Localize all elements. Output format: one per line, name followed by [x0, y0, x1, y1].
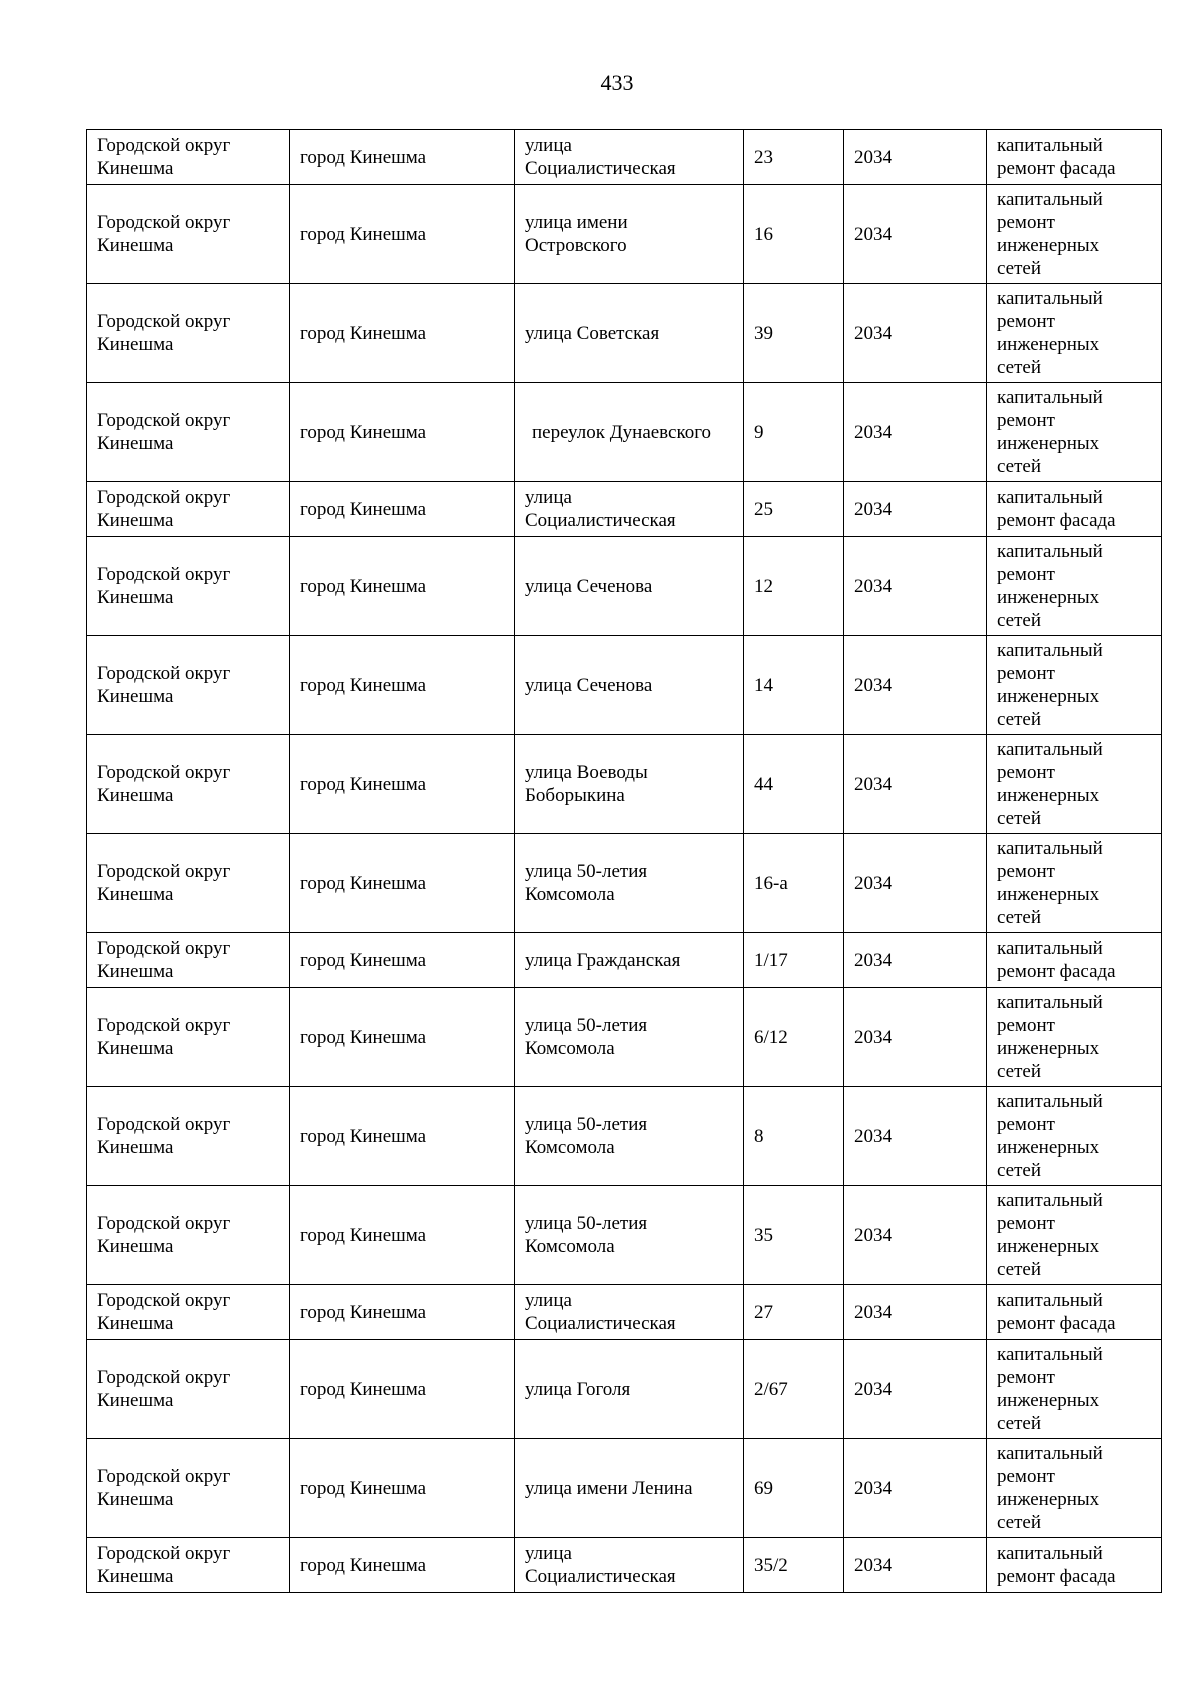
cell-house-number-text: 9	[754, 421, 764, 443]
cell-municipality	[87, 988, 290, 1087]
cell-work-type	[987, 383, 1162, 482]
cell-municipality-text: Городской округ Кинешма	[97, 135, 231, 179]
cell-street-text: улица Воеводы Боборыкина	[525, 762, 648, 806]
cell-settlement-text: город Кинешма	[300, 223, 427, 245]
cell-settlement	[290, 383, 515, 482]
cell-municipality-text: Городской округ Кинешма	[97, 212, 231, 256]
cell-year	[844, 834, 987, 933]
cell-street-text: улица Гражданская	[525, 949, 681, 971]
cell-work-type	[987, 735, 1162, 834]
cell-house-number	[744, 1538, 844, 1593]
cell-year-text: 2034	[854, 1554, 892, 1576]
cell-municipality-text: Городской округ Кинешма	[97, 1290, 231, 1334]
cell-house-number	[744, 130, 844, 185]
cell-year	[844, 1285, 987, 1340]
cell-year	[844, 537, 987, 636]
cell-settlement-text: город Кинешма	[300, 674, 427, 696]
table-row	[87, 1439, 1162, 1538]
cell-year-text: 2034	[854, 1477, 892, 1499]
page-number: 433	[600, 70, 634, 95]
cell-street-text: улица Социалистическая	[525, 487, 676, 531]
cell-house-number-text: 16-а	[754, 872, 788, 894]
cell-house-number	[744, 185, 844, 284]
cell-settlement-text: город Кинешма	[300, 773, 427, 795]
table-row	[87, 185, 1162, 284]
cell-municipality-text: Городской округ Кинешма	[97, 1213, 231, 1257]
cell-year	[844, 284, 987, 383]
cell-house-number-text: 1/17	[754, 949, 788, 971]
cell-work-type	[987, 1087, 1162, 1186]
cell-settlement	[290, 1340, 515, 1439]
cell-settlement	[290, 1538, 515, 1593]
cell-work-type	[987, 1439, 1162, 1538]
cell-house-number	[744, 482, 844, 537]
cell-settlement-text: город Кинешма	[300, 1477, 427, 1499]
cell-street	[515, 933, 744, 988]
cell-house-number	[744, 1186, 844, 1285]
table-row	[87, 933, 1162, 988]
cell-street-text: улица 50-летия Комсомола	[525, 1213, 648, 1257]
cell-municipality	[87, 537, 290, 636]
cell-settlement	[290, 933, 515, 988]
cell-house-number-text: 69	[754, 1477, 773, 1499]
cell-work-type-text: капитальный ремонт инженерных сетей	[997, 387, 1103, 477]
cell-municipality	[87, 284, 290, 383]
table-row	[87, 1340, 1162, 1439]
cell-street	[515, 1186, 744, 1285]
cell-house-number-text: 14	[754, 674, 773, 696]
cell-year-text: 2034	[854, 1026, 892, 1048]
cell-house-number-text: 8	[754, 1125, 764, 1147]
cell-year-text: 2034	[854, 773, 892, 795]
cell-work-type	[987, 130, 1162, 185]
cell-work-type-text: капитальный ремонт инженерных сетей	[997, 1443, 1103, 1533]
cell-street-text: улица 50-летия Комсомола	[525, 1015, 648, 1059]
cell-house-number-text: 23	[754, 146, 773, 168]
cell-year	[844, 185, 987, 284]
cell-street-text: улица Социалистическая	[525, 1290, 676, 1334]
cell-year	[844, 1538, 987, 1593]
cell-street	[515, 383, 744, 482]
cell-house-number-text: 39	[754, 322, 773, 344]
cell-year	[844, 1087, 987, 1186]
cell-street-text: улица 50-летия Комсомола	[525, 861, 648, 905]
cell-settlement	[290, 284, 515, 383]
table-row	[87, 537, 1162, 636]
cell-municipality-text: Городской округ Кинешма	[97, 762, 231, 806]
cell-municipality	[87, 1285, 290, 1340]
cell-year-text: 2034	[854, 421, 892, 443]
cell-work-type-text: капитальный ремонт инженерных сетей	[997, 640, 1103, 730]
cell-street-text: улица имени Ленина	[525, 1477, 693, 1499]
cell-settlement-text: город Кинешма	[300, 498, 427, 520]
cell-year-text: 2034	[854, 1224, 892, 1246]
cell-house-number	[744, 735, 844, 834]
cell-settlement	[290, 1087, 515, 1186]
cell-settlement	[290, 1439, 515, 1538]
cell-year	[844, 988, 987, 1087]
cell-year-text: 2034	[854, 1125, 892, 1147]
cell-municipality	[87, 1439, 290, 1538]
cell-street	[515, 130, 744, 185]
cell-street	[515, 735, 744, 834]
cell-work-type	[987, 1285, 1162, 1340]
cell-municipality-text: Городской округ Кинешма	[97, 410, 231, 454]
cell-work-type	[987, 482, 1162, 537]
cell-street	[515, 1439, 744, 1538]
cell-municipality	[87, 1340, 290, 1439]
cell-settlement-text: город Кинешма	[300, 1224, 427, 1246]
cell-work-type	[987, 1340, 1162, 1439]
cell-settlement-text: город Кинешма	[300, 421, 427, 443]
cell-settlement	[290, 735, 515, 834]
table-row	[87, 1538, 1162, 1593]
cell-settlement-text: город Кинешма	[300, 1301, 427, 1323]
cell-house-number-text: 25	[754, 498, 773, 520]
cell-municipality	[87, 383, 290, 482]
cell-settlement	[290, 988, 515, 1087]
cell-street	[515, 988, 744, 1087]
cell-street	[515, 834, 744, 933]
table-row	[87, 988, 1162, 1087]
cell-settlement-text: город Кинешма	[300, 1554, 427, 1576]
table-row	[87, 636, 1162, 735]
cell-municipality-text: Городской округ Кинешма	[97, 861, 231, 905]
cell-work-type	[987, 185, 1162, 284]
cell-year-text: 2034	[854, 949, 892, 971]
cell-street-text: переулок Дунаевского	[532, 421, 712, 443]
cell-settlement	[290, 185, 515, 284]
cell-street-text: улица Советская	[525, 322, 660, 344]
cell-municipality	[87, 636, 290, 735]
cell-year-text: 2034	[854, 1378, 892, 1400]
cell-settlement-text: город Кинешма	[300, 872, 427, 894]
cell-year-text: 2034	[854, 146, 892, 168]
repair-schedule-table	[86, 129, 1162, 1593]
cell-work-type-text: капитальный ремонт фасада	[997, 487, 1116, 531]
cell-work-type	[987, 988, 1162, 1087]
cell-work-type	[987, 1538, 1162, 1593]
cell-municipality	[87, 1186, 290, 1285]
cell-year-text: 2034	[854, 575, 892, 597]
cell-house-number	[744, 1439, 844, 1538]
cell-work-type	[987, 537, 1162, 636]
cell-year-text: 2034	[854, 674, 892, 696]
cell-municipality-text: Городской округ Кинешма	[97, 311, 231, 355]
table-row	[87, 1186, 1162, 1285]
cell-year	[844, 130, 987, 185]
cell-work-type	[987, 284, 1162, 383]
cell-settlement-text: город Кинешма	[300, 1378, 427, 1400]
cell-settlement-text: город Кинешма	[300, 1026, 427, 1048]
cell-year	[844, 1340, 987, 1439]
cell-settlement	[290, 130, 515, 185]
cell-municipality-text: Городской округ Кинешма	[97, 938, 231, 982]
cell-work-type-text: капитальный ремонт фасада	[997, 135, 1116, 179]
cell-street-text: улица Сеченова	[525, 674, 653, 696]
table-row	[87, 1285, 1162, 1340]
cell-year	[844, 933, 987, 988]
cell-settlement-text: город Кинешма	[300, 575, 427, 597]
cell-house-number-text: 35/2	[754, 1554, 788, 1576]
cell-municipality	[87, 735, 290, 834]
table-row	[87, 284, 1162, 383]
cell-municipality-text: Городской округ Кинешма	[97, 1367, 231, 1411]
cell-municipality	[87, 1538, 290, 1593]
cell-settlement	[290, 834, 515, 933]
cell-street-text: улица Социалистическая	[525, 1543, 676, 1587]
cell-work-type-text: капитальный ремонт фасада	[997, 938, 1116, 982]
cell-year-text: 2034	[854, 1301, 892, 1323]
cell-work-type-text: капитальный ремонт инженерных сетей	[997, 189, 1103, 279]
cell-municipality-text: Городской округ Кинешма	[97, 1466, 231, 1510]
cell-settlement	[290, 636, 515, 735]
cell-work-type-text: капитальный ремонт инженерных сетей	[997, 541, 1103, 631]
cell-municipality-text: Городской округ Кинешма	[97, 1114, 231, 1158]
cell-street	[515, 537, 744, 636]
cell-work-type-text: капитальный ремонт фасада	[997, 1543, 1116, 1587]
cell-house-number	[744, 1285, 844, 1340]
cell-municipality-text: Городской округ Кинешма	[97, 1015, 231, 1059]
cell-municipality	[87, 482, 290, 537]
cell-work-type-text: капитальный ремонт инженерных сетей	[997, 1190, 1103, 1280]
cell-year	[844, 636, 987, 735]
cell-work-type-text: капитальный ремонт инженерных сетей	[997, 1344, 1103, 1434]
cell-municipality-text: Городской округ Кинешма	[97, 487, 231, 531]
cell-house-number	[744, 834, 844, 933]
cell-house-number	[744, 284, 844, 383]
cell-settlement-text: город Кинешма	[300, 146, 427, 168]
table-row	[87, 482, 1162, 537]
cell-work-type-text: капитальный ремонт инженерных сетей	[997, 838, 1103, 928]
cell-settlement-text: город Кинешма	[300, 322, 427, 344]
cell-year	[844, 482, 987, 537]
table-row	[87, 1087, 1162, 1186]
cell-year	[844, 1186, 987, 1285]
cell-street	[515, 1285, 744, 1340]
cell-municipality-text: Городской округ Кинешма	[97, 1543, 231, 1587]
cell-street-text: улица Социалистическая	[525, 135, 676, 179]
cell-street	[515, 1538, 744, 1593]
cell-street	[515, 482, 744, 537]
cell-street	[515, 1087, 744, 1186]
cell-municipality	[87, 130, 290, 185]
cell-year-text: 2034	[854, 322, 892, 344]
table-row	[87, 130, 1162, 185]
cell-house-number	[744, 537, 844, 636]
cell-municipality-text: Городской округ Кинешма	[97, 663, 231, 707]
cell-municipality	[87, 933, 290, 988]
cell-street-text: улица Сеченова	[525, 575, 653, 597]
cell-year	[844, 735, 987, 834]
cell-house-number	[744, 1087, 844, 1186]
cell-house-number-text: 12	[754, 575, 773, 597]
cell-work-type-text: капитальный ремонт инженерных сетей	[997, 288, 1103, 378]
cell-house-number-text: 27	[754, 1301, 773, 1323]
cell-work-type	[987, 636, 1162, 735]
cell-work-type	[987, 834, 1162, 933]
cell-house-number	[744, 933, 844, 988]
cell-street	[515, 636, 744, 735]
cell-house-number	[744, 636, 844, 735]
cell-house-number-text: 2/67	[754, 1378, 788, 1400]
cell-settlement	[290, 537, 515, 636]
cell-street-text: улица Гоголя	[525, 1378, 631, 1400]
cell-year-text: 2034	[854, 498, 892, 520]
table-row	[87, 834, 1162, 933]
cell-house-number-text: 16	[754, 223, 773, 245]
cell-municipality	[87, 185, 290, 284]
cell-work-type-text: капитальный ремонт инженерных сетей	[997, 992, 1103, 1082]
cell-municipality-text: Городской округ Кинешма	[97, 564, 231, 608]
cell-work-type	[987, 1186, 1162, 1285]
cell-house-number-text: 44	[754, 773, 773, 795]
cell-settlement-text: город Кинешма	[300, 1125, 427, 1147]
cell-work-type-text: капитальный ремонт инженерных сетей	[997, 739, 1103, 829]
cell-street	[515, 284, 744, 383]
cell-year	[844, 1439, 987, 1538]
cell-settlement	[290, 482, 515, 537]
cell-street	[515, 1340, 744, 1439]
cell-year-text: 2034	[854, 223, 892, 245]
cell-house-number-text: 35	[754, 1224, 773, 1246]
cell-year-text: 2034	[854, 872, 892, 894]
cell-street-text: улица 50-летия Комсомола	[525, 1114, 648, 1158]
cell-house-number	[744, 988, 844, 1087]
cell-work-type-text: капитальный ремонт фасада	[997, 1290, 1116, 1334]
cell-street-text: улица имени Островского	[525, 212, 628, 256]
table-body	[87, 130, 1162, 1593]
cell-work-type-text: капитальный ремонт инженерных сетей	[997, 1091, 1103, 1181]
table-row	[87, 735, 1162, 834]
cell-settlement	[290, 1186, 515, 1285]
cell-house-number-text: 6/12	[754, 1026, 788, 1048]
cell-settlement	[290, 1285, 515, 1340]
cell-house-number	[744, 1340, 844, 1439]
cell-work-type	[987, 933, 1162, 988]
cell-settlement-text: город Кинешма	[300, 949, 427, 971]
table-row	[87, 383, 1162, 482]
cell-municipality	[87, 834, 290, 933]
cell-street	[515, 185, 744, 284]
cell-house-number	[744, 383, 844, 482]
cell-year	[844, 383, 987, 482]
cell-municipality	[87, 1087, 290, 1186]
